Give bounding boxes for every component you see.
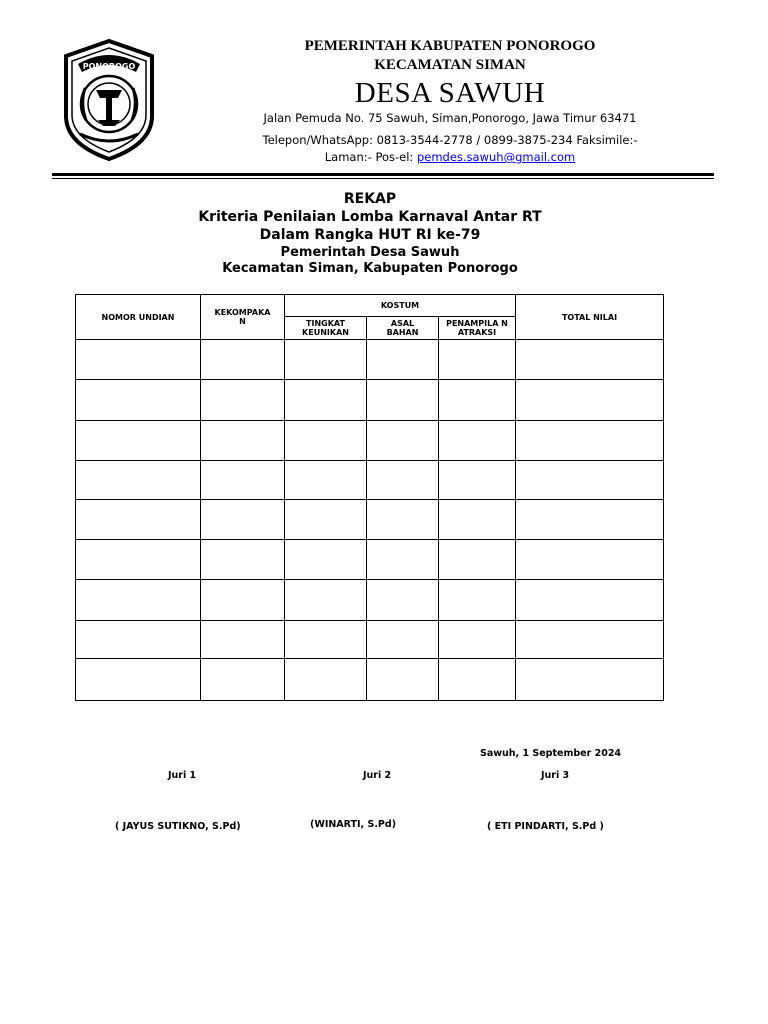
table-cell[interactable] xyxy=(76,580,201,621)
table-cell[interactable] xyxy=(201,540,285,580)
table-cell[interactable] xyxy=(516,461,664,500)
doc-subtitle-2: Dalam Rangka HUT RI ke-79 xyxy=(259,227,481,243)
table-cell[interactable] xyxy=(439,380,516,421)
table-cell[interactable] xyxy=(367,380,439,421)
header-kostum: KOSTUM xyxy=(285,295,516,317)
table-row xyxy=(76,380,664,421)
ponorogo-emblem-logo xyxy=(60,38,158,162)
table-row xyxy=(76,621,664,659)
header-web xyxy=(220,150,680,164)
table-cell[interactable] xyxy=(76,380,201,421)
table-cell[interactable] xyxy=(76,461,201,500)
table-cell[interactable] xyxy=(439,659,516,701)
table-cell[interactable] xyxy=(285,621,367,659)
doc-subtitle-3: Pemerintah Desa Sawuh xyxy=(280,245,460,260)
table-row xyxy=(76,461,664,500)
table-row xyxy=(76,659,664,701)
header-address: Jalan Pemuda No. 75 Sawuh, Siman,Ponorogo, Jawa Timur 63471 xyxy=(263,111,637,125)
table-cell[interactable] xyxy=(367,500,439,540)
header-district: KECAMATAN SIMAN xyxy=(374,57,526,73)
table-cell[interactable] xyxy=(76,621,201,659)
table-row xyxy=(76,540,664,580)
table-cell[interactable] xyxy=(285,500,367,540)
header-regency: PEMERINTAH KABUPATEN PONOROGO xyxy=(304,38,596,54)
header-asal-bahan: ASAL BAHAN xyxy=(367,317,439,340)
table-cell[interactable] xyxy=(201,659,285,701)
table-cell[interactable] xyxy=(367,580,439,621)
table-row xyxy=(76,500,664,540)
svg-text:PONOROGO: PONOROGO xyxy=(82,62,136,71)
table-cell[interactable] xyxy=(516,621,664,659)
table-cell[interactable] xyxy=(367,659,439,701)
table-cell[interactable] xyxy=(201,421,285,461)
header-nomor-undian: NOMOR UNDIAN xyxy=(76,295,201,340)
table-cell[interactable] xyxy=(201,621,285,659)
table-cell[interactable] xyxy=(367,621,439,659)
table-cell[interactable] xyxy=(439,340,516,380)
table-cell[interactable] xyxy=(439,621,516,659)
sign-date: Sawuh, 1 September 2024 xyxy=(480,748,622,759)
table-cell[interactable] xyxy=(285,340,367,380)
juri3-label: Juri 3 xyxy=(541,770,570,781)
table-row xyxy=(76,421,664,461)
doc-subtitle-1: Kriteria Penilaian Lomba Karnaval Antar RT xyxy=(198,209,542,225)
juri1-name: ( JAYUS SUTIKNO, S.Pd) xyxy=(115,821,241,832)
table-cell[interactable] xyxy=(76,421,201,461)
table-cell[interactable] xyxy=(76,540,201,580)
score-table xyxy=(75,294,664,701)
table-cell[interactable] xyxy=(285,421,367,461)
juri2-label: Juri 2 xyxy=(363,770,392,781)
table-cell[interactable] xyxy=(516,659,664,701)
table-cell[interactable] xyxy=(201,461,285,500)
table-cell[interactable] xyxy=(367,461,439,500)
doc-title: REKAP xyxy=(343,191,397,207)
table-cell[interactable] xyxy=(201,380,285,421)
header-divider-thin xyxy=(52,178,714,179)
table-cell[interactable] xyxy=(516,540,664,580)
header-divider-thick xyxy=(52,173,714,176)
table-cell[interactable] xyxy=(201,340,285,380)
web-prefix: Laman:- Pos-el: xyxy=(324,150,417,164)
table-cell[interactable] xyxy=(76,659,201,701)
table-cell[interactable] xyxy=(285,659,367,701)
email-link[interactable]: pemdes.sawuh@gmail.com xyxy=(416,150,576,164)
table-cell[interactable] xyxy=(516,340,664,380)
table-cell[interactable] xyxy=(439,500,516,540)
table-cell[interactable] xyxy=(439,421,516,461)
table-cell[interactable] xyxy=(285,580,367,621)
table-cell[interactable] xyxy=(76,340,201,380)
juri2-name: (WINARTI, S.Pd) xyxy=(310,819,397,830)
table-row xyxy=(76,580,664,621)
juri1-label: Juri 1 xyxy=(168,770,197,781)
header-phone: Telepon/WhatsApp: 0813-3544-2778 / 0899-3875-234 Faksimile:- xyxy=(262,133,638,147)
header-tingkat-keunikan: TINGKAT KEUNIKAN xyxy=(285,317,367,340)
table-cell[interactable] xyxy=(516,380,664,421)
table-cell[interactable] xyxy=(201,500,285,540)
table-cell[interactable] xyxy=(367,421,439,461)
header-village: DESA SAWUH xyxy=(354,77,546,109)
table-row xyxy=(76,340,664,380)
header-total-nilai: TOTAL NILAI xyxy=(516,295,664,340)
table-cell[interactable] xyxy=(76,500,201,540)
table-cell[interactable] xyxy=(439,540,516,580)
juri3-name: ( ETI PINDARTI, S.Pd ) xyxy=(487,821,604,832)
table-cell[interactable] xyxy=(285,540,367,580)
header-kekompakan: KEKOMPAKA N xyxy=(201,295,285,340)
doc-subtitle-4: Kecamatan Siman, Kabupaten Ponorogo xyxy=(222,261,518,276)
table-cell[interactable] xyxy=(439,580,516,621)
header-penampilan-atraksi: PENAMPILA N ATRAKSI xyxy=(439,317,516,340)
table-cell[interactable] xyxy=(439,461,516,500)
table-cell[interactable] xyxy=(367,540,439,580)
table-cell[interactable] xyxy=(285,461,367,500)
table-cell[interactable] xyxy=(201,580,285,621)
table-cell[interactable] xyxy=(516,580,664,621)
table-cell[interactable] xyxy=(285,380,367,421)
table-cell[interactable] xyxy=(516,421,664,461)
table-cell[interactable] xyxy=(367,340,439,380)
table-cell[interactable] xyxy=(516,500,664,540)
